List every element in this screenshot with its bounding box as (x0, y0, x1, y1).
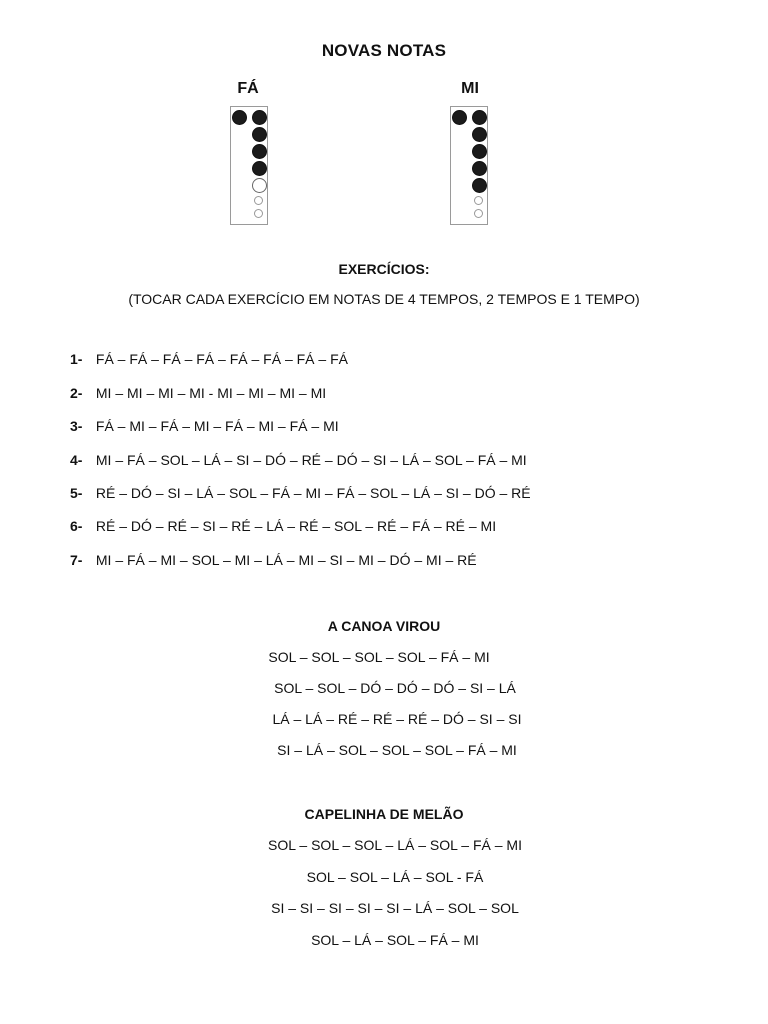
hole-tiny-icon (254, 196, 263, 205)
exercise-number: 2- (70, 385, 83, 401)
hole-open-icon (252, 178, 267, 193)
song-line: SOL – SOL – LÁ – SOL - FÁ (306, 869, 484, 885)
page-title: NOVAS NOTAS (321, 41, 447, 60)
song-line: SOL – LÁ – SOL – FÁ – MI (311, 932, 479, 948)
hole-closed-icon (472, 127, 487, 142)
hole-closed-icon (472, 110, 487, 125)
exercise-row (70, 485, 531, 501)
exercise-notes: FÁ – FÁ – FÁ – FÁ – FÁ – FÁ – FÁ – FÁ (95, 351, 348, 367)
exercise-notes: RÉ – DÓ – RÉ – SI – RÉ – LÁ – RÉ – SOL – RÉ – FÁ – RÉ – MI (95, 518, 497, 534)
hole-tiny-icon (254, 209, 263, 218)
exercise-row (70, 418, 339, 434)
exercises-heading: EXERCÍCIOS: (338, 261, 430, 277)
hole-closed-icon (232, 110, 247, 125)
exercise-notes: MI – FÁ – MI – SOL – MI – LÁ – MI – SI – MI – DÓ – MI – RÉ (95, 552, 477, 568)
fingering-chart-mi (450, 106, 488, 225)
song-line: LÁ – LÁ – RÉ – RÉ – RÉ – DÓ – SI – SI (272, 711, 522, 727)
exercise-number: 4- (70, 452, 83, 468)
hole-closed-icon (252, 161, 267, 176)
song-title: A CANOA VIROU (327, 618, 441, 634)
song-line: SOL – SOL – DÓ – DÓ – DÓ – SI – LÁ (274, 680, 516, 696)
song-line: SOL – SOL – SOL – SOL – FÁ – MI (268, 649, 490, 665)
song-line: SOL – SOL – SOL – LÁ – SOL – FÁ – MI (268, 837, 522, 853)
exercises-instruction: (TOCAR CADA EXERCÍCIO EM NOTAS DE 4 TEMPOS, 2 TEMPOS E 1 TEMPO) (128, 291, 640, 307)
song-title: CAPELINHA DE MELÃO (304, 806, 464, 822)
exercise-row (70, 518, 496, 534)
exercise-number: 1- (70, 351, 83, 367)
fingering-label-mi: MI (461, 80, 479, 97)
song-line: SI – SI – SI – SI – SI – LÁ – SOL – SOL (271, 900, 519, 916)
exercise-number: 3- (70, 418, 83, 434)
exercise-row (70, 351, 348, 367)
hole-closed-icon (452, 110, 467, 125)
song-line: SI – LÁ – SOL – SOL – SOL – FÁ – MI (277, 742, 517, 758)
hole-tiny-icon (474, 196, 483, 205)
hole-closed-icon (472, 144, 487, 159)
exercise-notes: MI – MI – MI – MI - MI – MI – MI – MI (95, 385, 327, 401)
hole-closed-icon (252, 127, 267, 142)
fingering-label-fa: FÁ (237, 80, 259, 97)
hole-closed-icon (252, 110, 267, 125)
hole-closed-icon (472, 161, 487, 176)
hole-closed-icon (252, 144, 267, 159)
exercise-notes: MI – FÁ – SOL – LÁ – SI – DÓ – RÉ – DÓ – SI – LÁ – SOL – FÁ – MI (95, 452, 527, 468)
exercise-number: 6- (70, 518, 83, 534)
hole-tiny-icon (474, 209, 483, 218)
exercise-number: 5- (70, 485, 83, 501)
exercise-notes: FÁ – MI – FÁ – MI – FÁ – MI – FÁ – MI (95, 418, 339, 434)
fingering-chart-fa (230, 106, 268, 225)
exercise-row (70, 385, 326, 401)
exercise-row (70, 552, 477, 568)
exercise-row (70, 452, 527, 468)
exercise-notes: RÉ – DÓ – SI – LÁ – SOL – FÁ – MI – FÁ – SOL – LÁ – SI – DÓ – RÉ (95, 485, 531, 501)
hole-closed-icon (472, 178, 487, 193)
exercise-number: 7- (70, 552, 83, 568)
